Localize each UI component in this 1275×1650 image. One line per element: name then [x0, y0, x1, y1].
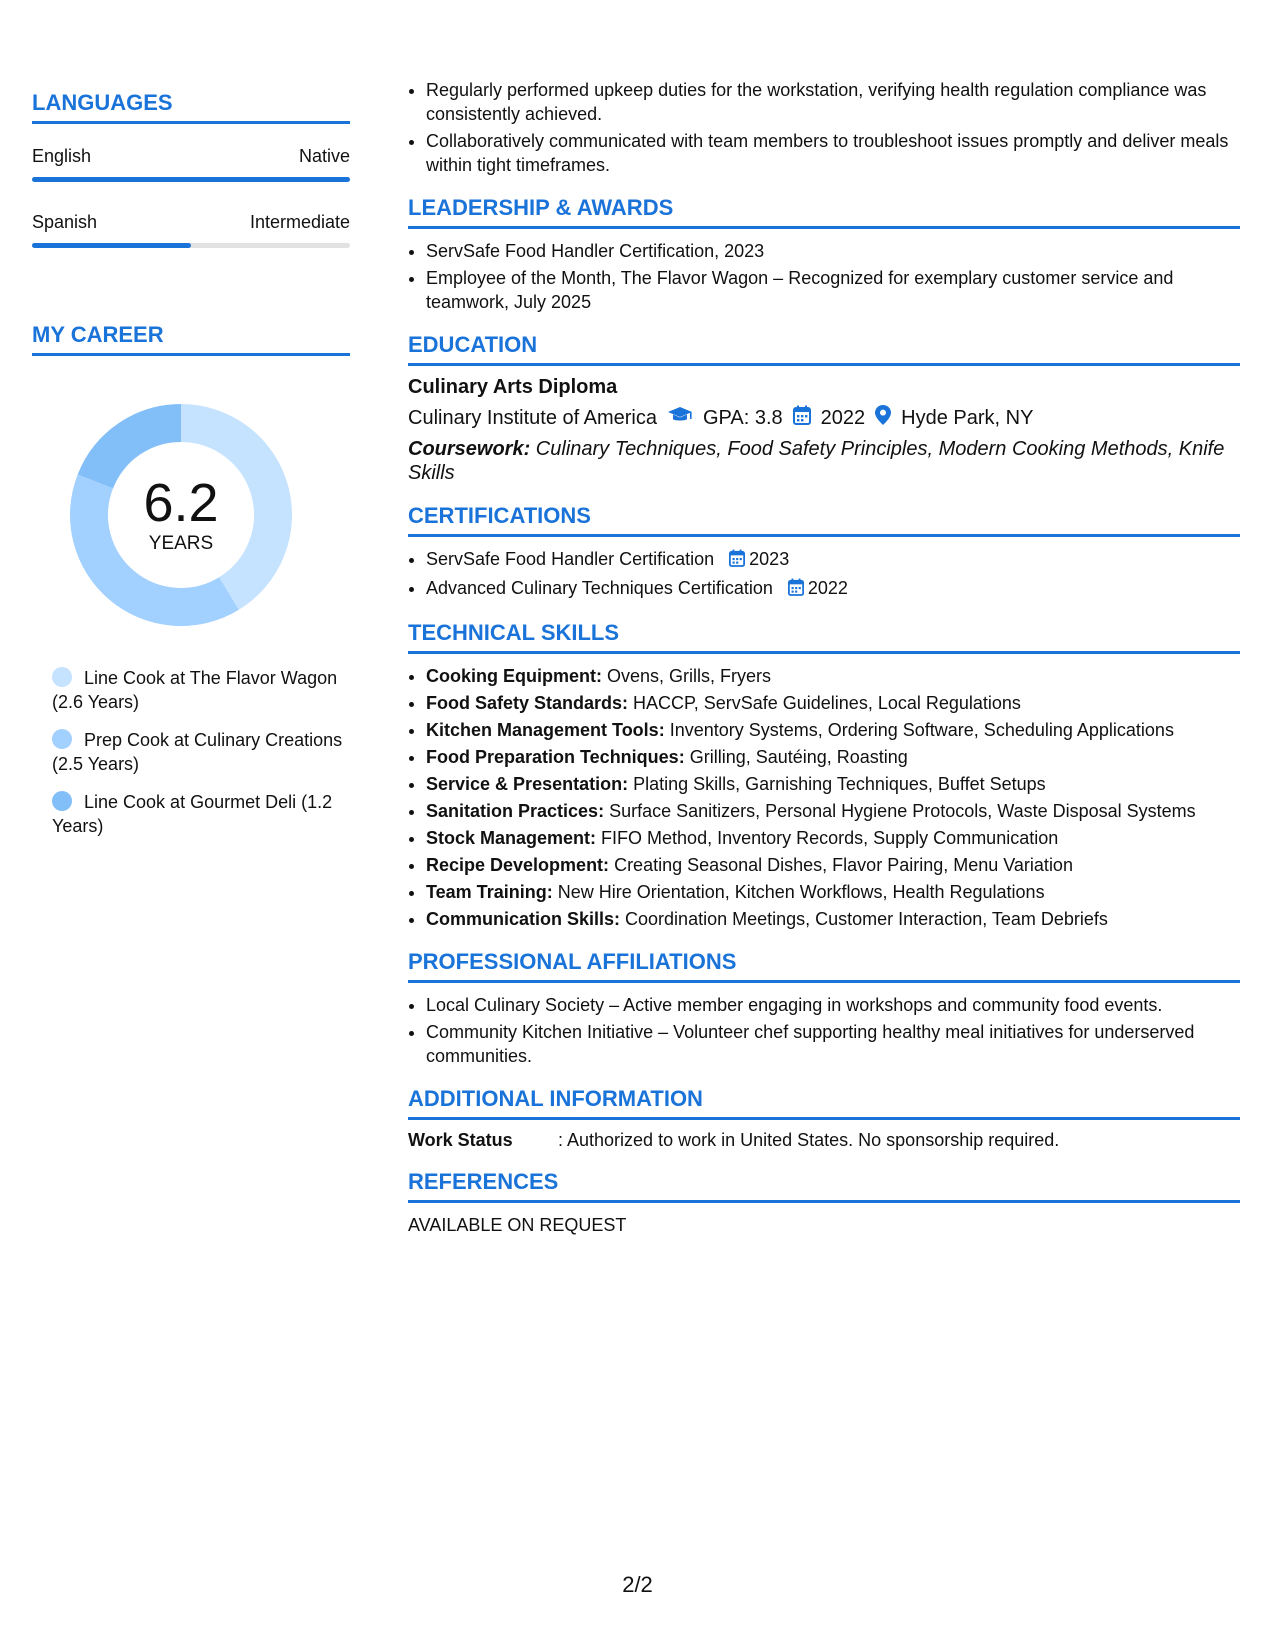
certification-year: 2022 [807, 578, 848, 598]
legend-label: Line Cook at Gourmet Deli (1.2 Years) [52, 792, 333, 836]
graduation-cap-icon [667, 406, 693, 430]
list-item: • Regularly performed upkeep duties for the workstation, verifying health regulation compliance was consistently achieved. [426, 78, 1240, 126]
legend-item [52, 790, 350, 838]
skill-label: Cooking Equipment: [426, 666, 602, 686]
skill-label: Stock Management: [426, 828, 597, 848]
skill-value: HACCP, ServSafe Guidelines, Local Regulations [628, 693, 1021, 713]
skill-value: Coordination Meetings, Customer Interaction, Team Debriefs [620, 909, 1108, 929]
skill-label: Communication Skills: [426, 909, 621, 929]
references-section [408, 1169, 1240, 1236]
skill-item [426, 718, 1240, 742]
calendar-icon [788, 578, 804, 602]
skill-label: Food Preparation Techniques: [426, 747, 685, 767]
skills-title: TECHNICAL SKILLS [408, 620, 1240, 654]
sidebar [32, 90, 350, 852]
location-pin-icon [875, 405, 891, 431]
skill-label: Service & Presentation: [426, 774, 629, 794]
language-name: English [32, 146, 92, 166]
language-proficiency-bar [32, 243, 350, 248]
list-item: • Local Culinary Society – Active member engaging in workshops and community food events. [426, 993, 1240, 1017]
language-proficiency-bar [32, 177, 350, 182]
references-title: REFERENCES [408, 1169, 1240, 1203]
skill-item [426, 745, 1240, 769]
legend-dot [52, 729, 72, 749]
skills-section [408, 620, 1240, 931]
education-coursework [408, 437, 1240, 485]
language-spanish [32, 212, 350, 248]
skill-value: Ovens, Grills, Fryers [601, 666, 771, 686]
certification-year: 2023 [749, 549, 790, 569]
skill-item [426, 799, 1240, 823]
page-number: 2/2 [622, 1572, 653, 1597]
legend-label: Prep Cook at Culinary Creations (2.5 Years) [52, 730, 343, 774]
skill-value: Grilling, Sautéing, Roasting [684, 747, 908, 767]
career-section [32, 322, 350, 838]
leadership-title: LEADERSHIP & AWARDS [408, 195, 1240, 229]
work-status-value: : Authorized to work in United States. No sponsorship required. [558, 1130, 1060, 1150]
legend-dot [52, 791, 72, 811]
certification-name: Advanced Culinary Techniques Certification [426, 578, 773, 598]
legend-label: Line Cook at The Flavor Wagon (2.6 Years) [52, 668, 338, 712]
calendar-icon [793, 405, 811, 431]
education-section [408, 332, 1240, 485]
coursework-text: Culinary Techniques, Food Safety Principles, Modern Cooking Methods, Knife Skills [408, 438, 1225, 484]
language-english [32, 146, 350, 182]
calendar-icon [729, 549, 745, 573]
skill-label: Sanitation Practices: [426, 801, 605, 821]
career-legend [52, 666, 350, 838]
skill-label: Food Safety Standards: [426, 693, 629, 713]
education-title: EDUCATION [408, 332, 1240, 366]
language-proficiency-fill [32, 243, 191, 248]
leadership-section [408, 195, 1240, 314]
coursework-label: Coursework: [408, 438, 531, 460]
list-item: • Community Kitchen Initiative – Volunteer chef supporting healthy meal initiatives for underserved communities. [426, 1020, 1240, 1068]
main-column [408, 78, 1240, 1236]
language-level: Intermediate [249, 212, 350, 232]
skill-item [426, 880, 1240, 904]
additional-title: ADDITIONAL INFORMATION [408, 1086, 1240, 1120]
skill-label: Team Training: [426, 882, 553, 902]
skill-value: Surface Sanitizers, Personal Hygiene Protocols, Waste Disposal Systems [604, 801, 1196, 821]
list-item: • Employee of the Month, The Flavor Wagon – Recognized for exemplary customer service and teamwork, July 2025 [426, 266, 1240, 314]
skill-value: Inventory Systems, Ordering Software, Scheduling Applications [664, 720, 1174, 740]
skill-item [426, 907, 1240, 931]
education-location: Hyde Park, NY [901, 406, 1034, 429]
skill-label: Kitchen Management Tools: [426, 720, 665, 740]
certifications-section [408, 503, 1240, 602]
language-proficiency-fill [32, 177, 350, 182]
additional-section [408, 1086, 1240, 1151]
language-level: Native [298, 146, 350, 166]
education-year: 2022 [820, 406, 866, 429]
skill-item [426, 853, 1240, 877]
skill-value: Creating Seasonal Dishes, Flavor Pairing, Menu Variation [609, 855, 1073, 875]
education-school: Culinary Institute of America [408, 406, 657, 429]
languages-title: LANGUAGES [32, 90, 350, 124]
education-degree: Culinary Arts Diploma [408, 376, 618, 398]
list-item: • Collaboratively communicated with team members to troubleshoot issues promptly and deliver meals within tight timeframes. [426, 129, 1240, 177]
legend-dot [52, 667, 72, 687]
certification-name: ServSafe Food Handler Certification [426, 549, 715, 569]
skill-item [426, 826, 1240, 850]
list-item [426, 547, 1240, 573]
skill-item [426, 691, 1240, 715]
career-donut-chart [66, 400, 296, 630]
references-text: AVAILABLE ON REQUEST [408, 1215, 627, 1235]
career-total: 6.2 [143, 473, 219, 533]
skill-value: FIFO Method, Inventory Records, Supply Communication [596, 828, 1059, 848]
experience-bullets [408, 78, 1240, 177]
affiliations-section [408, 949, 1240, 1068]
skill-value: New Hire Orientation, Kitchen Workflows, Health Regulations [552, 882, 1045, 902]
affiliations-title: PROFESSIONAL AFFILIATIONS [408, 949, 1240, 983]
education-gpa: GPA: 3.8 [703, 406, 783, 429]
career-unit: YEARS [148, 533, 214, 554]
skill-item [426, 664, 1240, 688]
list-item: • ServSafe Food Handler Certification, 2023 [426, 239, 1240, 263]
work-status-label: Work Status [408, 1130, 513, 1150]
skill-value: Plating Skills, Garnishing Techniques, Buffet Setups [628, 774, 1046, 794]
language-name: Spanish [32, 212, 98, 232]
languages-section [32, 90, 350, 248]
skill-item [426, 772, 1240, 796]
legend-item [52, 666, 350, 714]
list-item [426, 576, 1240, 602]
skill-label: Recipe Development: [426, 855, 610, 875]
education-details [408, 405, 1240, 431]
career-title: MY CAREER [32, 322, 350, 356]
legend-item [52, 728, 350, 776]
certifications-title: CERTIFICATIONS [408, 503, 1240, 537]
